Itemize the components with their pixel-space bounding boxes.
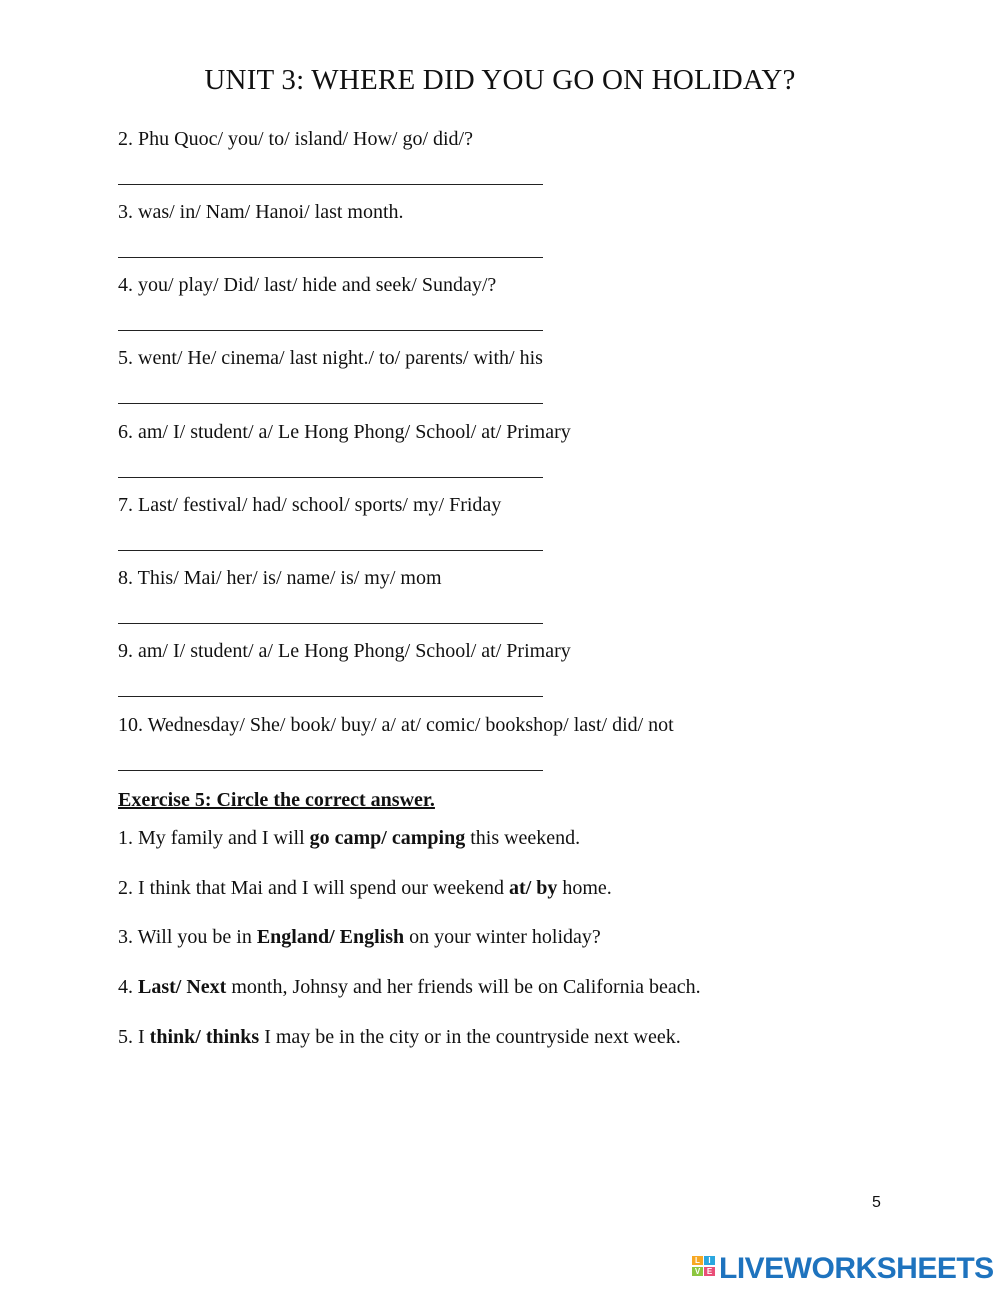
answer-options[interactable]: Last/ Next	[138, 976, 227, 998]
logo-mark-icon	[692, 1254, 716, 1284]
answer-line[interactable]	[118, 330, 543, 331]
logo-mark-letter: E	[704, 1267, 715, 1276]
page-title: UNIT 3: WHERE DID YOU GO ON HOLIDAY?	[204, 64, 796, 96]
answer-line[interactable]	[118, 550, 543, 551]
sentence-end: I may be in the city or in the countryside next week.	[259, 1026, 681, 1048]
answer-options[interactable]: think/ thinks	[149, 1026, 260, 1048]
sentence-start: 1. My family and I will	[118, 827, 310, 849]
page-number: 5	[872, 1194, 881, 1211]
reorder-item: 9. am/ I/ student/ a/ Le Hong Phong/ School/ at/ Primary	[118, 640, 571, 662]
sentence-end: home.	[557, 877, 612, 899]
reorder-item: 7. Last/ festival/ had/ school/ sports/ my/ Friday	[118, 494, 502, 516]
answer-options[interactable]: at/ by	[509, 877, 558, 899]
sentence-start: 3. Will you be in	[118, 926, 257, 948]
logo-mark-letter: L	[692, 1256, 703, 1265]
exercise-5-heading: Exercise 5: Circle the correct answer.	[118, 789, 435, 811]
answer-line[interactable]	[118, 477, 543, 478]
reorder-item: 4. you/ play/ Did/ last/ hide and seek/ Sunday/?	[118, 274, 497, 296]
reorder-item: 10. Wednesday/ She/ book/ buy/ a/ at/ comic/ bookshop/ last/ did/ not	[118, 714, 674, 736]
reorder-item: 8. This/ Mai/ her/ is/ name/ is/ my/ mom	[118, 567, 442, 589]
reorder-item: 3. was/ in/ Nam/ Hanoi/ last month.	[118, 201, 404, 223]
reorder-item: 5. went/ He/ cinema/ last night./ to/ parents/ with/ his	[118, 347, 543, 369]
sentence-end: month, Johnsy and her friends will be on California beach.	[226, 976, 701, 998]
sentence-end: on your winter holiday?	[404, 926, 601, 948]
liveworksheets-logo	[692, 1252, 994, 1286]
reorder-item: 2. Phu Quoc/ you/ to/ island/ How/ go/ did/?	[118, 128, 473, 150]
reorder-item: 6. am/ I/ student/ a/ Le Hong Phong/ School/ at/ Primary	[118, 421, 571, 443]
circle-item	[118, 976, 701, 999]
circle-item	[118, 877, 612, 900]
circle-item	[118, 827, 580, 850]
answer-line[interactable]	[118, 770, 543, 771]
sentence-end: this weekend.	[465, 827, 581, 849]
sentence-start: 5. I	[118, 1026, 150, 1048]
answer-options[interactable]: go camp/ camping	[309, 827, 466, 849]
circle-item	[118, 1026, 681, 1049]
answer-line[interactable]	[118, 403, 543, 404]
answer-options[interactable]: England/ English	[256, 926, 405, 948]
logo-mark-letter: I	[704, 1256, 715, 1265]
sentence-start: 2. I think that Mai and I will spend our weekend	[118, 877, 510, 899]
answer-line[interactable]	[118, 257, 543, 258]
circle-item	[118, 926, 601, 949]
sentence-start: 4.	[118, 976, 138, 998]
logo-mark-letter: V	[692, 1267, 703, 1276]
answer-line[interactable]	[118, 184, 543, 185]
answer-line[interactable]	[118, 623, 543, 624]
logo-text: LIVEWORKSHEETS	[719, 1252, 994, 1285]
answer-line[interactable]	[118, 696, 543, 697]
